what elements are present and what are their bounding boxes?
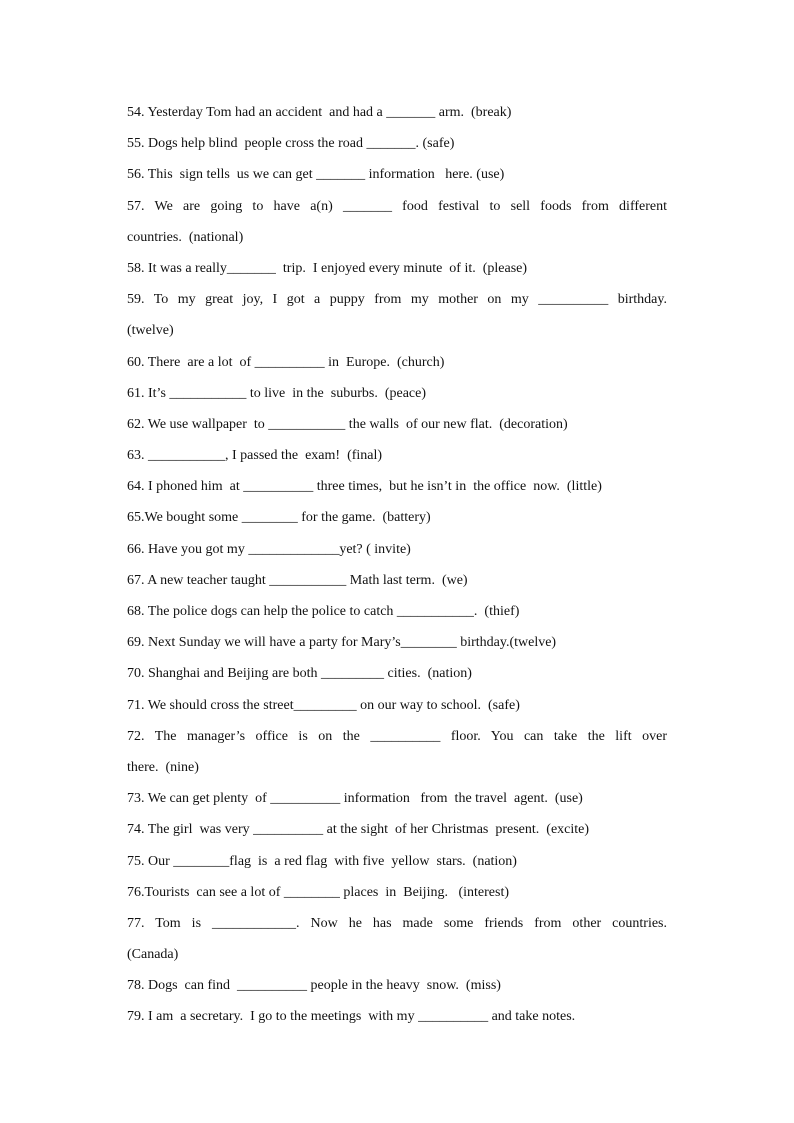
exercise-line: 73. We can get plenty of __________ information from the travel agent. (use) — [127, 791, 583, 807]
exercise-line: 70. Shanghai and Beijing are both _________ cities. (nation) — [127, 666, 472, 682]
exercise-line: 56. This sign tells us we can get _______ information here. (use) — [127, 167, 505, 183]
exercise-list — [127, 101, 667, 1037]
exercise-line: 79. I am a secretary. I go to the meetings with my __________ and take notes. — [127, 1009, 576, 1025]
exercise-line: 57. We are going to have a(n) _______ food festival to sell foods from different — [127, 198, 667, 214]
exercise-line: 67. A new teacher taught ___________ Math last term. (we) — [127, 572, 468, 588]
exercise-line: 74. The girl was very __________ at the sight of her Christmas present. (excite) — [127, 822, 590, 838]
exercise-line: 65.We bought some ________ for the game. (battery) — [127, 510, 431, 526]
exercise-line: 71. We should cross the street_________ on our way to school. (safe) — [127, 697, 520, 713]
exercise-line: 61. It’s ___________ to live in the suburbs. (peace) — [127, 385, 427, 401]
exercise-line: 77. Tom is ____________. Now he has made some friends from other countries. — [127, 915, 667, 931]
exercise-line: 66. Have you got my _____________yet? ( invite) — [127, 541, 411, 557]
exercise-line: 68. The police dogs can help the police to catch ___________. (thief) — [127, 604, 520, 619]
exercise-line: 75. Our ________flag is a red flag with five yellow stars. (nation) — [127, 853, 517, 869]
exercise-line: 58. It was a really_______ trip. I enjoyed every minute of it. (please) — [127, 260, 528, 276]
exercise-line: 54. Yesterday Tom had an accident and had a _______ arm. (break) — [127, 105, 512, 120]
exercise-line: 69. Next Sunday we will have a party for Mary’s________ birthday.(twelve) — [127, 635, 557, 651]
exercise-line: 76.Tourists can see a lot of ________ places in Beijing. (interest) — [127, 884, 509, 900]
exercise-line: 63. ___________, I passed the exam! (final) — [127, 448, 383, 464]
exercise-line: there. (nine) — [127, 759, 199, 775]
exercise-line: 64. I phoned him at __________ three times, but he isn’t in the office now. (little) — [127, 479, 602, 495]
exercise-line: 55. Dogs help blind people cross the road _______. (safe) — [127, 136, 455, 152]
exercise-line: 59. To my great joy, I got a puppy from my mother on my __________ birthday. — [127, 292, 667, 308]
exercise-line: 62. We use wallpaper to ___________ the walls of our new flat. (decoration) — [127, 416, 568, 432]
exercise-line: (Canada) — [127, 947, 179, 963]
exercise-line: 78. Dogs can find __________ people in the heavy snow. (miss) — [127, 978, 501, 994]
exercise-line: (twelve) — [127, 323, 174, 339]
exercise-line: countries. (national) — [127, 229, 244, 245]
exercise-line: 72. The manager’s office is on the __________ floor. You can take the lift over — [127, 728, 667, 744]
exercise-line: 60. There are a lot of __________ in Europe. (church) — [127, 354, 445, 370]
